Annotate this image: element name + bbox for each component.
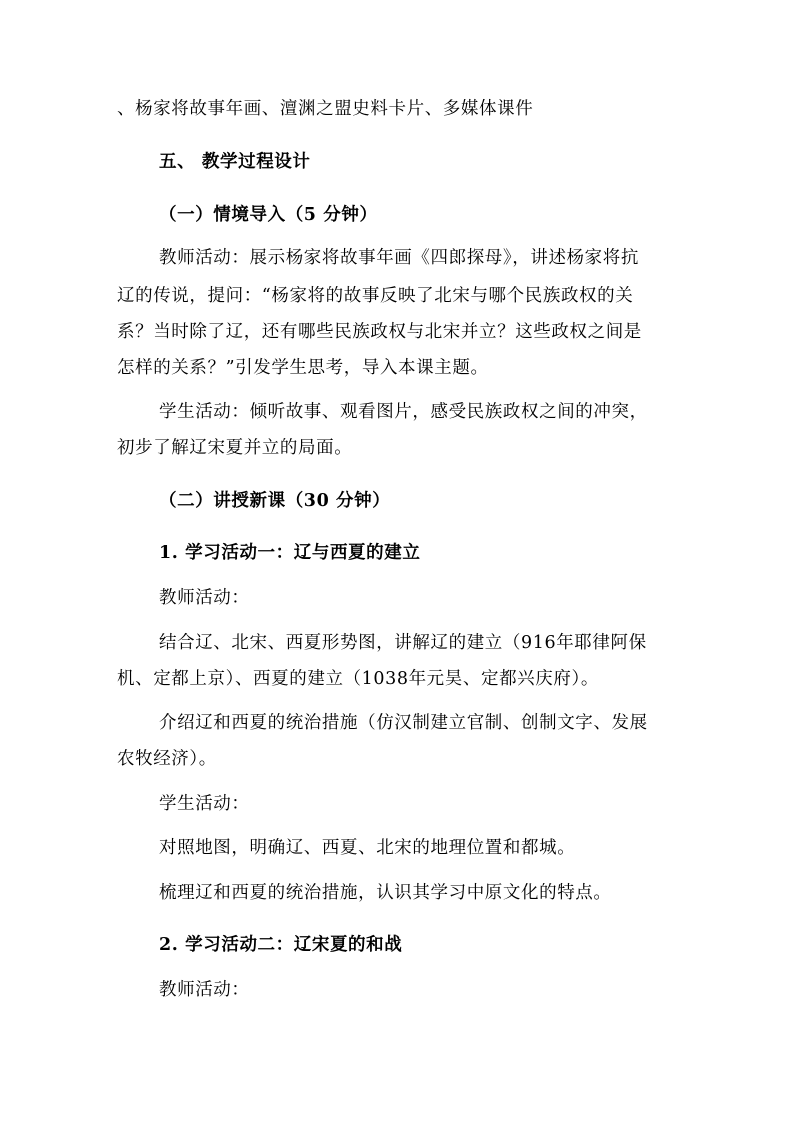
activity-1-student-label: 学生活动：	[159, 794, 250, 814]
paragraph-teacher-intro-line-3: 系？当时除了辽，还有哪些民族政权与北宋并立？这些政权之间是	[117, 322, 642, 342]
activity-1-teacher-item-1-line-2: 机、定都上京）、西夏的建立（1038年元昊、定都兴庆府）。	[117, 669, 599, 689]
paragraph-student-intro-line-2: 初步了解辽宋夏并立的局面。	[117, 438, 353, 458]
paragraph-teacher-intro-line-1: 教师活动：展示杨家将故事年画《四郎探母》，讲述杨家将抗	[159, 248, 639, 268]
section-5-heading: 五、 教学过程设计	[159, 152, 311, 172]
activity-1-student-item-2: 梳理辽和西夏的统治措施，认识其学习中原文化的特点。	[159, 883, 612, 903]
subsection-2-heading: （二）讲授新课（30 分钟）	[159, 491, 391, 511]
activity-1-student-item-1: 对照地图，明确辽、西夏、北宋的地理位置和都城。	[159, 838, 576, 858]
activity-1-teacher-item-1-line-1: 结合辽、北宋、西夏形势图，讲解辽的建立（916年耶律阿保	[159, 633, 647, 653]
paragraph-student-intro-line-1: 学生活动：倾听故事、观看图片，感受民族政权之间的冲突，	[159, 402, 648, 422]
activity-1-teacher-item-2-line-1: 介绍辽和西夏的统治措施（仿汉制建立官制、创制文字、发展	[159, 713, 648, 733]
activity-2-teacher-label: 教师活动：	[159, 980, 250, 1000]
subsection-1-heading: （一）情境导入（5 分钟）	[159, 205, 378, 225]
activity-1-heading: 1. 学习活动一：辽与西夏的建立	[159, 543, 421, 563]
activity-1-teacher-label: 教师活动：	[159, 588, 250, 608]
activity-1-teacher-item-2-line-2: 农牧经济）。	[117, 749, 217, 769]
materials-continuation-line: 、杨家将故事年画、澶渊之盟史料卡片、多媒体课件	[117, 99, 534, 119]
activity-2-heading: 2. 学习活动二：辽宋夏的和战	[159, 935, 403, 955]
paragraph-teacher-intro-line-2: 辽的传说，提问：“杨家将的故事反映了北宋与哪个民族政权的关	[117, 286, 634, 306]
paragraph-teacher-intro-line-4: 怎样的关系？”引发学生思考，导入本课主题。	[117, 358, 489, 378]
